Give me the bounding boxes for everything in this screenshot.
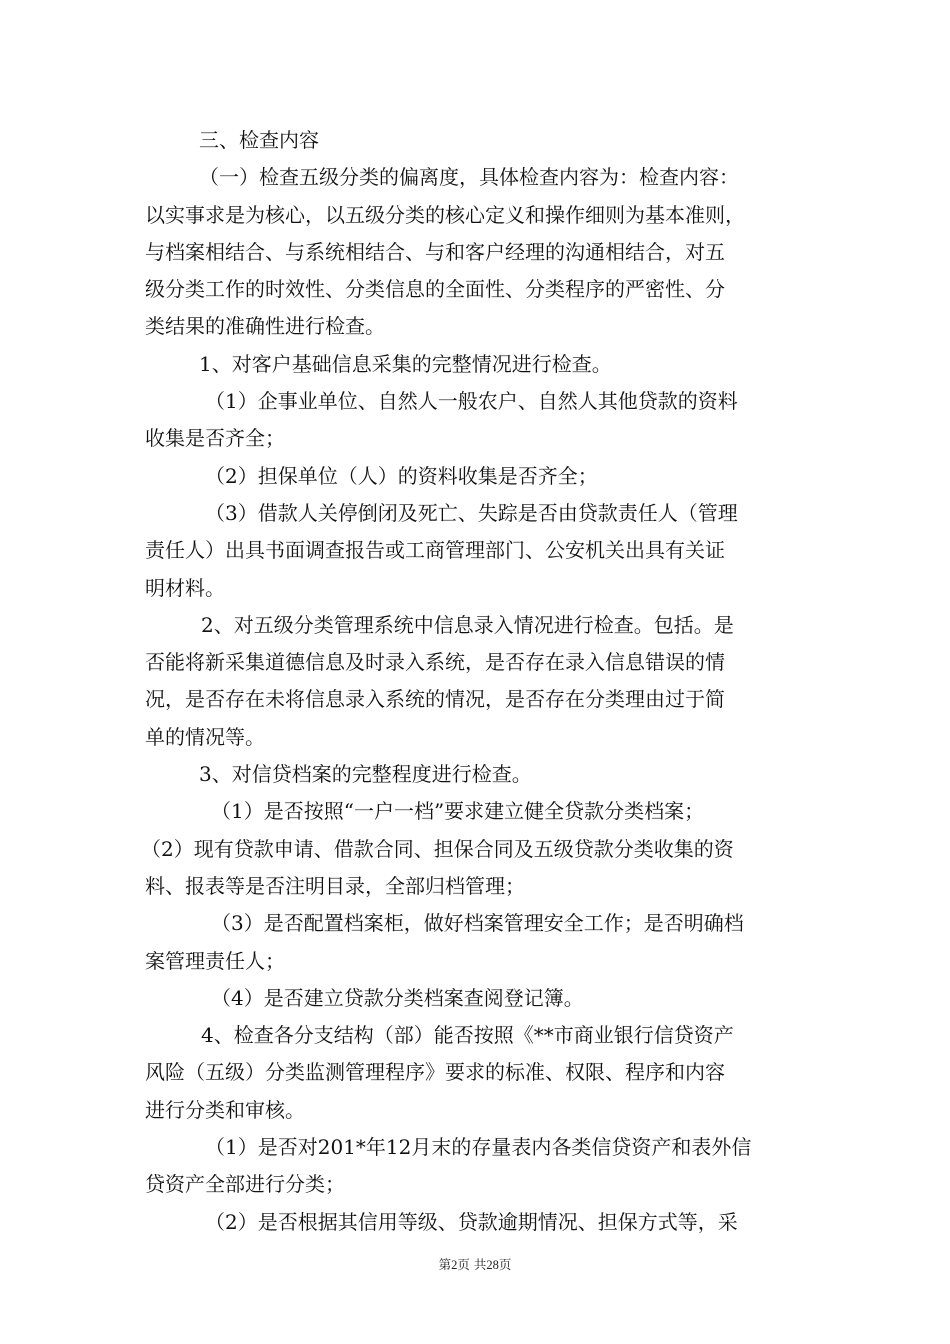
text-line: （1）是否按照“一户一档”要求建立健全贷款分类档案；	[211, 799, 705, 824]
text-line: 以实事求是为核心，以五级分类的核心定义和操作细则为基本准则，	[145, 202, 745, 227]
text-line: 1、对客户基础信息采集的完整情况进行检查。	[199, 351, 612, 376]
text-line: （1）是否对201*年12月末的存量表内各类信贷资产和表外信	[205, 1135, 752, 1160]
footer-middle: 页 共	[457, 1257, 487, 1272]
document-body	[141, 122, 813, 1241]
footer-total-pages: 28	[486, 1258, 499, 1272]
text-line: （3）借款人关停倒闭及死亡、失踪是否由贷款责任人（管理	[205, 500, 738, 525]
text-line: （2）担保单位（人）的资料收集是否齐全；	[205, 463, 598, 488]
text-line: 4、检查各分支结构（部）能否按照《**市商业银行信贷资产	[201, 1023, 734, 1048]
text-line: （3）是否配置档案柜，做好档案管理安全工作；是否明确档	[211, 911, 744, 936]
text-line: 风险（五级）分类监测管理程序》要求的标准、权限、程序和内容	[145, 1060, 725, 1085]
text-line: 3、对信贷档案的完整程度进行检查。	[199, 762, 532, 787]
text-line: 2、对五级分类管理系统中信息录入情况进行检查。包括。是	[201, 612, 734, 637]
text-line: （一）检查五级分类的偏离度，具体检查内容为：检查内容：	[199, 165, 739, 190]
text-line: 况，是否存在未将信息录入系统的情况，是否存在分类理由过于简	[145, 687, 725, 712]
footer-prefix: 第	[438, 1257, 452, 1272]
footer-suffix: 页	[498, 1257, 512, 1272]
text-line: 否能将新采集道德信息及时录入系统，是否存在录入信息错误的情	[145, 650, 725, 675]
page-footer	[0, 1255, 950, 1273]
text-line: 明材料。	[145, 575, 225, 600]
text-line: 料、报表等是否注明目录，全部归档管理；	[145, 873, 525, 898]
text-line: 案管理责任人；	[145, 948, 285, 973]
text-line: 级分类工作的时效性、分类信息的全面性、分类程序的严密性、分	[145, 277, 725, 302]
text-line: （1）企事业单位、自然人一般农户、自然人其他贷款的资料	[205, 389, 738, 414]
text-line: （4）是否建立贷款分类档案查阅登记簿。	[211, 985, 584, 1010]
text-line: 与档案相结合、与系统相结合、与和客户经理的沟通相结合，对五	[145, 239, 725, 264]
footer-current-page: 2	[451, 1258, 458, 1272]
text-line: 类结果的准确性进行检查。	[145, 314, 385, 339]
text-line: 收集是否齐全；	[145, 426, 285, 451]
text-line: （2）是否根据其信用等级、贷款逾期情况、担保方式等，采	[205, 1209, 738, 1234]
text-line: 单的情况等。	[145, 724, 265, 749]
text-line: 贷资产全部进行分类；	[145, 1172, 345, 1197]
text-line: （2）现有贷款申请、借款合同、担保合同及五级贷款分类收集的资	[141, 836, 734, 861]
text-line: 进行分类和审核。	[145, 1097, 305, 1122]
text-line: 责任人）出具书面调查报告或工商管理部门、公安机关出具有关证	[145, 538, 725, 563]
text-line: 三、检查内容	[199, 128, 319, 152]
